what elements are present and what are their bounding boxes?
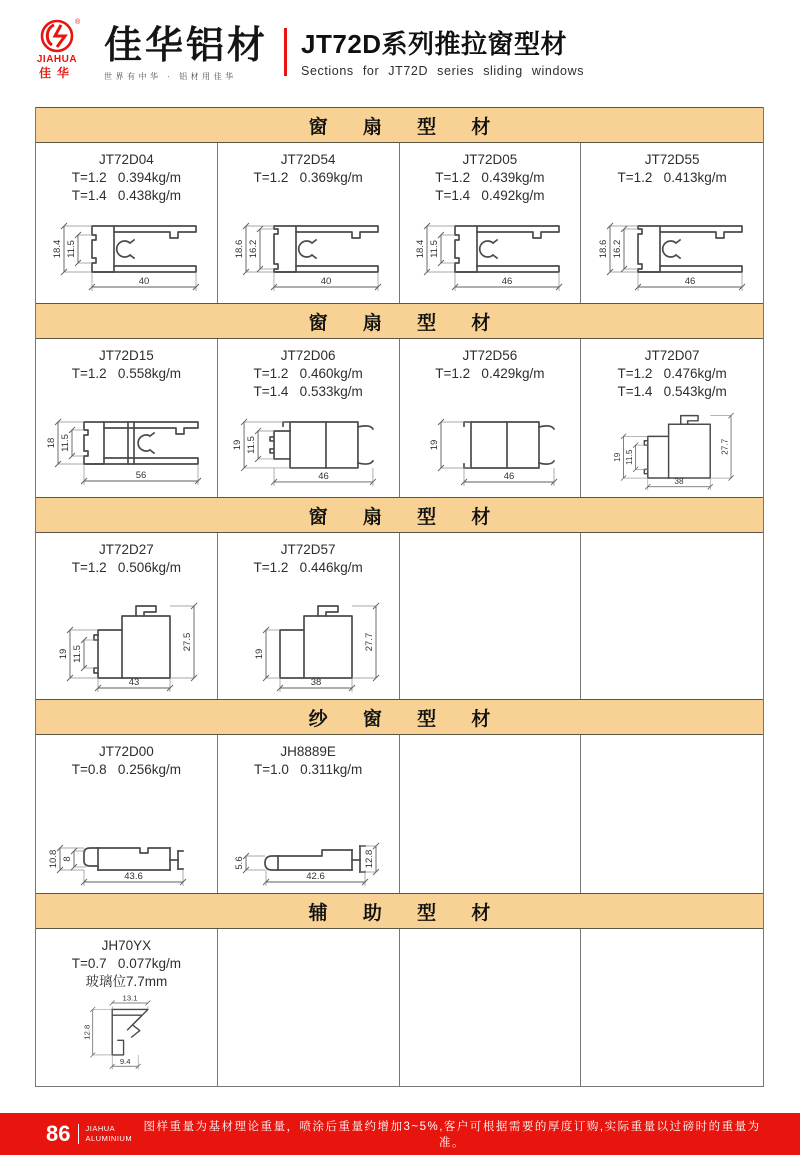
svg-text:11.5: 11.5 [71,645,83,663]
profile-cell-jt72d00 [36,735,218,893]
empty-cell [400,929,582,1086]
footer-note: 图样重量为基材理论重量，喷涂后重量约增加3~5%,客户可根据需要的厚度订购,实际重量以过磅时的重量为准。 [143,1121,761,1149]
profile-drawing [407,206,572,298]
svg-text:10.8: 10.8 [47,849,59,869]
brand-slogan: 世界有中华 · 铝材用佳华 [104,71,237,81]
profile-drawing [44,400,209,492]
header-divider [284,28,287,76]
empty-cell [400,735,582,893]
profile-code: JH70YX [101,938,152,953]
profile-cell-jt72d27 [36,533,218,699]
profile-code: JT72D57 [280,542,336,557]
svg-text:43: 43 [128,677,140,688]
svg-text:11.5: 11.5 [59,434,71,452]
section-header: 纱 窗 型 材 [36,699,763,735]
footer-brand-line1: JIAHUA [85,1124,116,1134]
empty-cell [400,533,582,699]
profile-cell-jt72d04 [36,143,218,303]
svg-text:13.1: 13.1 [122,993,138,1003]
profile-cell-jt72d07 [581,339,763,497]
profile-cell-jt72d05 [400,143,582,303]
profile-spec: T=1.2 0.413kg/m [617,170,727,185]
svg-text:19: 19 [429,439,441,451]
profile-drawing [226,206,391,298]
svg-text:12.8: 12.8 [82,1024,92,1040]
page-header [28,14,770,90]
profile-code: JT72D56 [462,348,518,363]
profile-row [36,533,763,699]
svg-text:16.2: 16.2 [611,239,623,259]
profile-drawing [44,206,209,298]
logo-text-cn: 佳华 [38,66,76,80]
svg-text:27.7: 27.7 [720,438,730,455]
profile-spec: T=1.4 0.533kg/m [253,383,363,399]
profile-spec: T=0.7 0.077kg/m [71,956,181,971]
svg-text:27.7: 27.7 [363,632,375,652]
title-block [301,24,584,78]
svg-text:46: 46 [317,471,329,483]
profile-row [36,929,763,1086]
section-header: 窗 扇 型 材 [36,107,763,143]
page-footer [0,1113,800,1155]
section-header: 窗 扇 型 材 [36,303,763,339]
section-header: 窗 扇 型 材 [36,497,763,533]
brand-block [104,14,268,82]
profile-drawing [44,824,209,888]
footer-brand-line2: ALUMINIUM [85,1134,133,1143]
svg-text:18.6: 18.6 [233,239,245,259]
profile-code: JT72D55 [644,152,700,167]
profile-spec: T=1.4 0.438kg/m [71,187,181,203]
profile-row [36,735,763,893]
page-number: 86 [46,1121,71,1146]
profile-spec: T=1.4 0.543kg/m [617,383,727,399]
logo-text: JIAHUA [36,54,78,65]
profile-cell-jt72d56 [400,339,582,497]
profile-table [35,107,764,1087]
profile-spec: T=1.4 0.492kg/m [435,187,545,203]
svg-text:46: 46 [502,276,513,287]
svg-text:11.5: 11.5 [429,240,441,258]
profile-spec: T=1.2 0.506kg/m [71,560,181,575]
svg-text:18.4: 18.4 [415,239,427,259]
profile-cell-jt72d55 [581,143,763,303]
profile-code: JT72D00 [98,744,154,759]
page-subtitle: Sections for JT72D series sliding windows [301,64,585,78]
empty-cell [218,929,400,1086]
profile-drawing [590,206,755,298]
svg-text:43.6: 43.6 [124,871,143,882]
footer-brand [78,1124,132,1144]
profile-cell-jt72d15 [36,339,218,497]
svg-text:18: 18 [45,437,57,449]
profile-code: JH8889E [280,744,336,759]
profile-spec: T=1.2 0.446kg/m [253,560,363,575]
svg-text:27.5: 27.5 [181,632,193,652]
profile-code: JT72D04 [98,152,154,167]
svg-text:19: 19 [231,439,243,451]
profile-spec: T=0.8 0.256kg/m [71,762,181,777]
svg-text:46: 46 [504,471,515,482]
profile-drawing [407,400,572,492]
profile-spec: T=1.2 0.476kg/m [617,366,727,381]
svg-text:38: 38 [674,477,684,487]
profile-code: JT72D06 [280,348,336,363]
svg-text:38: 38 [310,677,321,688]
profile-code: JT72D27 [98,542,154,557]
svg-text:11.5: 11.5 [65,240,77,258]
profile-spec: T=1.0 0.311kg/m [254,762,363,777]
profile-code: JT72D05 [462,152,518,167]
profile-code: JT72D15 [98,348,154,363]
svg-text:56: 56 [135,470,147,481]
svg-text:19: 19 [57,648,69,660]
svg-text:5.6: 5.6 [233,856,245,870]
empty-cell [581,929,763,1086]
profile-drawing [61,990,191,1081]
svg-text:8: 8 [61,856,73,862]
section-header: 辅 助 型 材 [36,893,763,929]
profile-spec: T=1.2 0.394kg/m [71,170,181,185]
svg-text:18.4: 18.4 [51,239,63,259]
profile-drawing [226,400,391,492]
profile-cell-jt72d54 [218,143,400,303]
svg-text:12.8: 12.8 [363,849,375,869]
profile-cell-jh8889e [218,735,400,893]
svg-text:19: 19 [612,452,622,462]
svg-text:40: 40 [320,276,331,287]
svg-text:40: 40 [138,276,150,287]
profile-cell-jt72d57 [218,533,400,699]
profile-note: 玻璃位7.7mm [85,973,168,989]
profile-spec: T=1.2 0.439kg/m [435,170,545,185]
empty-cell [581,533,763,699]
profile-spec: T=1.2 0.460kg/m [253,366,363,381]
svg-text:9.4: 9.4 [120,1056,131,1066]
profile-drawing [226,588,391,694]
registered-mark: ® [75,19,81,26]
profile-row [36,143,763,303]
svg-text:42.6: 42.6 [305,871,325,882]
svg-text:11.5: 11.5 [245,436,257,454]
company-logo [28,14,88,93]
svg-text:19: 19 [253,648,265,660]
svg-text:11.5: 11.5 [624,449,634,466]
profile-code: JT72D54 [280,152,336,167]
profile-drawing [44,588,209,694]
profile-spec: T=1.2 0.558kg/m [71,366,181,381]
page-title: JT72D系列推拉窗型材 [301,29,568,59]
jiahua-logo-icon [29,14,87,88]
profile-drawing [226,824,391,888]
profile-spec: T=1.2 0.369kg/m [253,170,363,185]
profile-row [36,339,763,497]
svg-text:46: 46 [684,276,695,287]
profile-spec: T=1.2 0.429kg/m [435,366,545,381]
empty-cell [581,735,763,893]
profile-cell-jt72d06 [218,339,400,497]
svg-text:18.6: 18.6 [597,239,609,259]
brand-name: 佳华铝材 [104,25,269,67]
profile-code: JT72D07 [644,348,700,363]
profile-drawing [590,400,755,492]
svg-text:16.2: 16.2 [247,239,259,259]
profile-cell-jh70yx [36,929,218,1086]
